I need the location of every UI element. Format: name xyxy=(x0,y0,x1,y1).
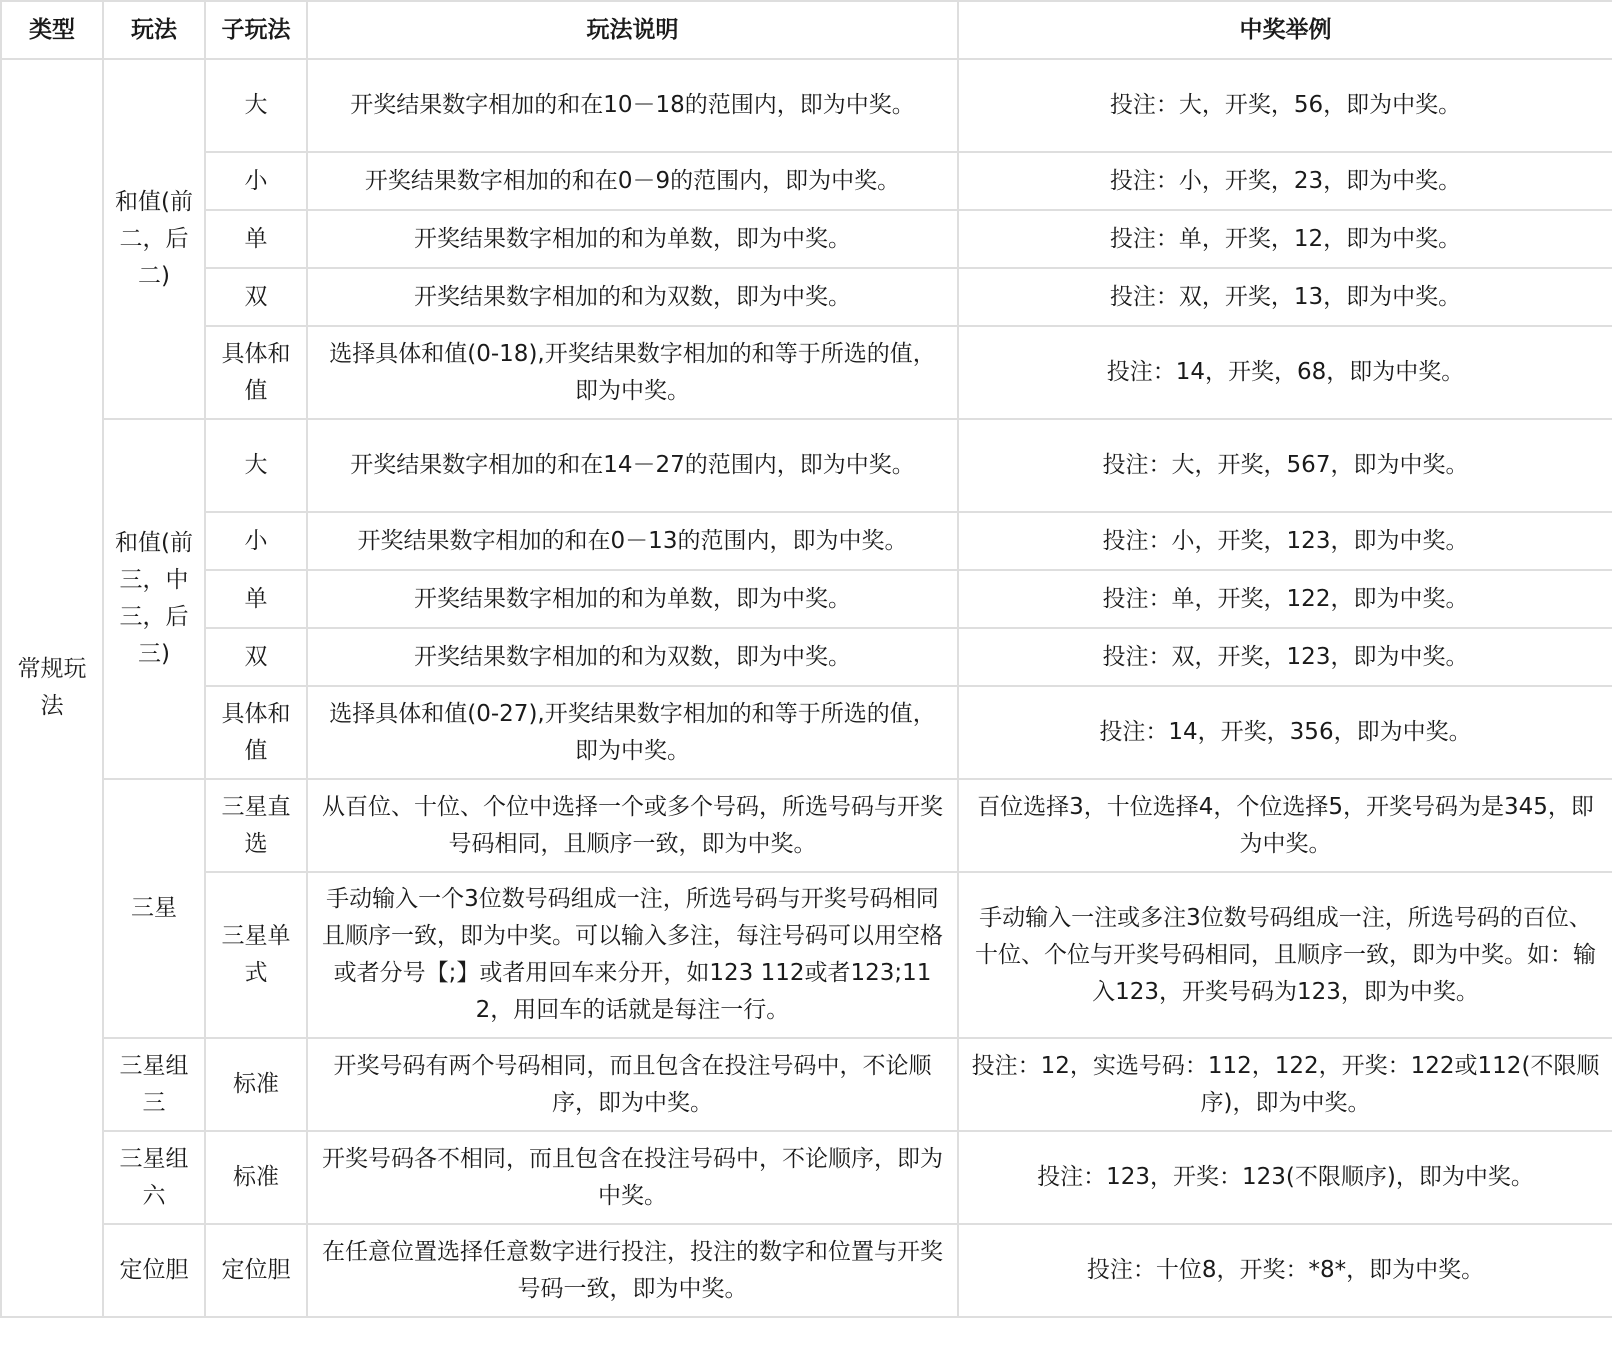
subplay-cell: 具体和值 xyxy=(205,326,307,419)
play-cell-group3: 三星组三 xyxy=(103,1038,205,1131)
subplay-cell: 具体和值 xyxy=(205,686,307,779)
type-cell: 常规玩法 xyxy=(1,59,103,1317)
example-cell: 投注：14，开奖，356，即为中奖。 xyxy=(958,686,1612,779)
table-row xyxy=(1,1038,1612,1131)
desc-cell: 开奖结果数字相加的和为双数，即为中奖。 xyxy=(307,268,958,326)
subplay-cell: 标准 xyxy=(205,1131,307,1224)
table-row xyxy=(1,1224,1612,1317)
table-row xyxy=(1,59,1612,152)
example-cell: 投注：12，实选号码：112，122，开奖：122或112(不限顺序)，即为中奖。 xyxy=(958,1038,1612,1131)
table-row xyxy=(1,512,1612,570)
example-cell: 投注：双，开奖，123，即为中奖。 xyxy=(958,628,1612,686)
subplay-cell: 小 xyxy=(205,152,307,210)
table-row xyxy=(1,268,1612,326)
header-example: 中奖举例 xyxy=(958,1,1612,59)
example-cell: 投注：小，开奖，23，即为中奖。 xyxy=(958,152,1612,210)
desc-cell: 手动输入一个3位数号码组成一注，所选号码与开奖号码相同且顺序一致，即为中奖。可以输入多注，每注号码可以用空格或者分号【;】或者用回车来分开，如123 112或者123;112，用回车的话就是每注一行。 xyxy=(307,872,958,1038)
example-cell: 投注：大，开奖，567，即为中奖。 xyxy=(958,419,1612,512)
desc-cell: 从百位、十位、个位中选择一个或多个号码，所选号码与开奖号码相同，且顺序一致，即为中奖。 xyxy=(307,779,958,872)
desc-cell: 开奖结果数字相加的和为单数，即为中奖。 xyxy=(307,210,958,268)
desc-cell: 开奖结果数字相加的和在14－27的范围内，即为中奖。 xyxy=(307,419,958,512)
table-row xyxy=(1,419,1612,512)
desc-cell: 开奖号码各不相同，而且包含在投注号码中，不论顺序，即为中奖。 xyxy=(307,1131,958,1224)
header-desc: 玩法说明 xyxy=(307,1,958,59)
play-cell-position: 定位胆 xyxy=(103,1224,205,1317)
example-cell: 投注：123，开奖：123(不限顺序)，即为中奖。 xyxy=(958,1131,1612,1224)
example-cell: 百位选择3，十位选择4，个位选择5，开奖号码为是345，即为中奖。 xyxy=(958,779,1612,872)
header-play: 玩法 xyxy=(103,1,205,59)
subplay-cell: 定位胆 xyxy=(205,1224,307,1317)
example-cell: 投注：小，开奖，123，即为中奖。 xyxy=(958,512,1612,570)
desc-cell: 选择具体和值(0-18),开奖结果数字相加的和等于所选的值，即为中奖。 xyxy=(307,326,958,419)
example-cell: 投注：单，开奖，12，即为中奖。 xyxy=(958,210,1612,268)
subplay-cell: 大 xyxy=(205,59,307,152)
desc-cell: 选择具体和值(0-27),开奖结果数字相加的和等于所选的值，即为中奖。 xyxy=(307,686,958,779)
table-row xyxy=(1,628,1612,686)
subplay-cell: 三星单式 xyxy=(205,872,307,1038)
desc-cell: 开奖结果数字相加的和在0－13的范围内，即为中奖。 xyxy=(307,512,958,570)
table-row xyxy=(1,686,1612,779)
example-cell: 投注：双，开奖，13，即为中奖。 xyxy=(958,268,1612,326)
subplay-cell: 小 xyxy=(205,512,307,570)
play-cell-group6: 三星组六 xyxy=(103,1131,205,1224)
example-cell: 手动输入一注或多注3位数号码组成一注，所选号码的百位、十位、个位与开奖号码相同，且顺序一致，即为中奖。如：输入123，开奖号码为123，即为中奖。 xyxy=(958,872,1612,1038)
example-cell: 投注：单，开奖，122，即为中奖。 xyxy=(958,570,1612,628)
table-row xyxy=(1,152,1612,210)
subplay-cell: 标准 xyxy=(205,1038,307,1131)
desc-cell: 开奖结果数字相加的和在0－9的范围内，即为中奖。 xyxy=(307,152,958,210)
play-cell-sum3: 和值(前三，中三，后三) xyxy=(103,419,205,779)
play-cell-sum2: 和值(前二，后二) xyxy=(103,59,205,419)
table-row xyxy=(1,779,1612,872)
header-row xyxy=(1,1,1612,59)
subplay-cell: 双 xyxy=(205,268,307,326)
subplay-cell: 大 xyxy=(205,419,307,512)
example-cell: 投注：十位8，开奖：*8*，即为中奖。 xyxy=(958,1224,1612,1317)
desc-cell: 开奖结果数字相加的和为双数，即为中奖。 xyxy=(307,628,958,686)
desc-cell: 开奖号码有两个号码相同，而且包含在投注号码中，不论顺序，即为中奖。 xyxy=(307,1038,958,1131)
desc-cell: 在任意位置选择任意数字进行投注，投注的数字和位置与开奖号码一致，即为中奖。 xyxy=(307,1224,958,1317)
table-row xyxy=(1,326,1612,419)
table-row xyxy=(1,872,1612,1038)
subplay-cell: 单 xyxy=(205,210,307,268)
header-type: 类型 xyxy=(1,1,103,59)
header-subplay: 子玩法 xyxy=(205,1,307,59)
table-row xyxy=(1,1131,1612,1224)
play-cell-star3: 三星 xyxy=(103,779,205,1038)
table-row xyxy=(1,210,1612,268)
desc-cell: 开奖结果数字相加的和在10－18的范围内，即为中奖。 xyxy=(307,59,958,152)
example-cell: 投注：14，开奖，68，即为中奖。 xyxy=(958,326,1612,419)
table-row xyxy=(1,570,1612,628)
subplay-cell: 单 xyxy=(205,570,307,628)
desc-cell: 开奖结果数字相加的和为单数，即为中奖。 xyxy=(307,570,958,628)
subplay-cell: 双 xyxy=(205,628,307,686)
example-cell: 投注：大，开奖，56，即为中奖。 xyxy=(958,59,1612,152)
subplay-cell: 三星直选 xyxy=(205,779,307,872)
